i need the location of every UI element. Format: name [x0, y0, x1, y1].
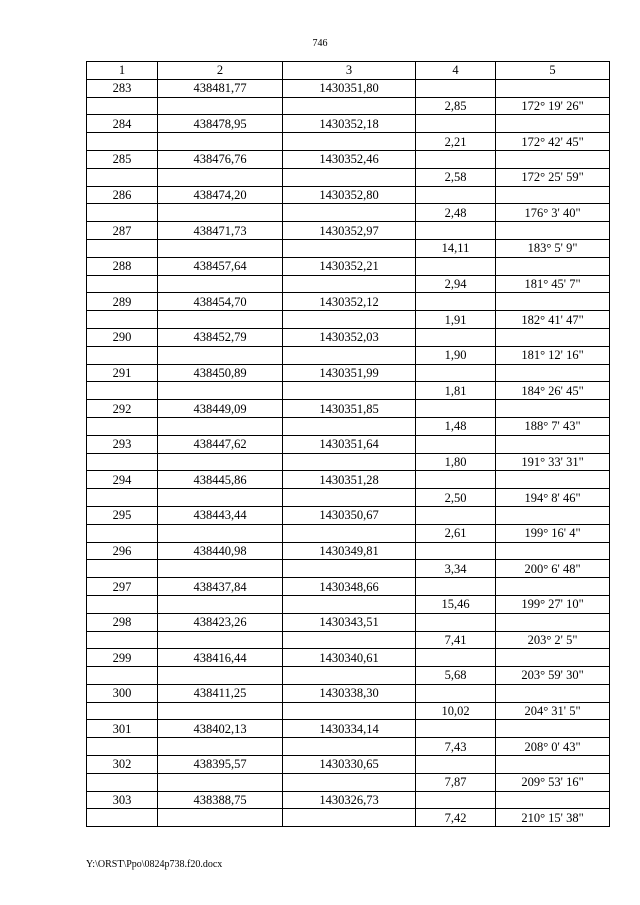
distance-cell — [416, 293, 496, 311]
x-coordinate-cell: 438457,64 — [158, 257, 283, 275]
y-coordinate-cell: 1430326,73 — [283, 791, 416, 809]
distance-cell: 7,42 — [416, 809, 496, 827]
y-coordinate-cell: 1430351,85 — [283, 400, 416, 418]
x-coordinate-cell: 438423,26 — [158, 613, 283, 631]
table-row — [87, 311, 610, 329]
y-coordinate-cell: 1430330,65 — [283, 756, 416, 774]
table-row — [87, 720, 610, 738]
point-number-cell: 302 — [87, 756, 158, 774]
point-number-cell: 295 — [87, 506, 158, 524]
point-number-cell — [87, 453, 158, 471]
distance-cell — [416, 649, 496, 667]
x-coordinate-cell — [158, 702, 283, 720]
point-number-cell — [87, 133, 158, 151]
bearing-cell — [496, 293, 610, 311]
distance-cell: 2,21 — [416, 133, 496, 151]
x-coordinate-cell: 438476,76 — [158, 150, 283, 168]
y-coordinate-cell — [283, 524, 416, 542]
y-coordinate-cell: 1430350,67 — [283, 506, 416, 524]
table-row — [87, 115, 610, 133]
point-number-cell — [87, 168, 158, 186]
column-header-3: 3 — [283, 62, 416, 80]
y-coordinate-cell: 1430351,28 — [283, 471, 416, 489]
y-coordinate-cell — [283, 809, 416, 827]
distance-cell: 7,43 — [416, 738, 496, 756]
x-coordinate-cell: 438478,95 — [158, 115, 283, 133]
table-row — [87, 542, 610, 560]
y-coordinate-cell: 1430352,03 — [283, 328, 416, 346]
y-coordinate-cell — [283, 738, 416, 756]
bearing-cell — [496, 364, 610, 382]
table-row — [87, 791, 610, 809]
x-coordinate-cell: 438450,89 — [158, 364, 283, 382]
distance-cell: 2,48 — [416, 204, 496, 222]
y-coordinate-cell — [283, 346, 416, 364]
table-row — [87, 133, 610, 151]
column-header-5: 5 — [496, 62, 610, 80]
point-number-cell: 299 — [87, 649, 158, 667]
distance-cell: 10,02 — [416, 702, 496, 720]
x-coordinate-cell — [158, 738, 283, 756]
y-coordinate-cell — [283, 239, 416, 257]
bearing-cell: 172° 19' 26" — [496, 97, 610, 115]
table-row — [87, 684, 610, 702]
point-number-cell: 292 — [87, 400, 158, 418]
bearing-cell — [496, 150, 610, 168]
y-coordinate-cell: 1430348,66 — [283, 578, 416, 596]
x-coordinate-cell: 438437,84 — [158, 578, 283, 596]
table-row — [87, 364, 610, 382]
y-coordinate-cell — [283, 97, 416, 115]
distance-cell: 15,46 — [416, 595, 496, 613]
point-number-cell: 289 — [87, 293, 158, 311]
y-coordinate-cell: 1430352,18 — [283, 115, 416, 133]
x-coordinate-cell — [158, 346, 283, 364]
y-coordinate-cell — [283, 773, 416, 791]
x-coordinate-cell — [158, 809, 283, 827]
x-coordinate-cell — [158, 311, 283, 329]
bearing-cell: 191° 33' 31" — [496, 453, 610, 471]
table-row — [87, 809, 610, 827]
distance-cell — [416, 506, 496, 524]
y-coordinate-cell: 1430351,99 — [283, 364, 416, 382]
bearing-cell — [496, 115, 610, 133]
point-number-cell: 283 — [87, 79, 158, 97]
distance-cell: 7,87 — [416, 773, 496, 791]
point-number-cell — [87, 417, 158, 435]
x-coordinate-cell — [158, 773, 283, 791]
bearing-cell — [496, 222, 610, 240]
distance-cell: 2,94 — [416, 275, 496, 293]
distance-cell — [416, 400, 496, 418]
bearing-cell: 210° 15' 38" — [496, 809, 610, 827]
x-coordinate-cell — [158, 239, 283, 257]
table-row — [87, 382, 610, 400]
table-row — [87, 346, 610, 364]
bearing-cell — [496, 186, 610, 204]
x-coordinate-cell — [158, 560, 283, 578]
point-number-cell: 303 — [87, 791, 158, 809]
y-coordinate-cell: 1430340,61 — [283, 649, 416, 667]
x-coordinate-cell: 438395,57 — [158, 756, 283, 774]
table-row — [87, 702, 610, 720]
distance-cell — [416, 79, 496, 97]
bearing-cell — [496, 649, 610, 667]
point-number-cell: 286 — [87, 186, 158, 204]
distance-cell: 1,81 — [416, 382, 496, 400]
table-row — [87, 328, 610, 346]
file-path-footer: Y:\ORST\Ppo\0824p738.f20.docx — [86, 859, 223, 870]
distance-cell — [416, 328, 496, 346]
point-number-cell — [87, 738, 158, 756]
bearing-cell: 199° 27' 10" — [496, 595, 610, 613]
x-coordinate-cell: 438474,20 — [158, 186, 283, 204]
table-row — [87, 204, 610, 222]
table-row — [87, 453, 610, 471]
bearing-cell: 209° 53' 16" — [496, 773, 610, 791]
y-coordinate-cell: 1430351,64 — [283, 435, 416, 453]
bearing-cell: 203° 59' 30" — [496, 667, 610, 685]
x-coordinate-cell — [158, 275, 283, 293]
y-coordinate-cell: 1430352,21 — [283, 257, 416, 275]
x-coordinate-cell — [158, 524, 283, 542]
y-coordinate-cell — [283, 311, 416, 329]
x-coordinate-cell: 438411,25 — [158, 684, 283, 702]
y-coordinate-cell: 1430338,30 — [283, 684, 416, 702]
point-number-cell — [87, 275, 158, 293]
point-number-cell: 296 — [87, 542, 158, 560]
page-number: 746 — [312, 38, 328, 49]
x-coordinate-cell — [158, 489, 283, 507]
point-number-cell — [87, 595, 158, 613]
y-coordinate-cell — [283, 595, 416, 613]
x-coordinate-cell — [158, 417, 283, 435]
x-coordinate-cell — [158, 97, 283, 115]
distance-cell — [416, 791, 496, 809]
point-number-cell: 287 — [87, 222, 158, 240]
distance-cell: 1,80 — [416, 453, 496, 471]
bearing-cell — [496, 257, 610, 275]
bearing-cell: 200° 6' 48" — [496, 560, 610, 578]
y-coordinate-cell — [283, 275, 416, 293]
x-coordinate-cell: 438447,62 — [158, 435, 283, 453]
table-row — [87, 667, 610, 685]
bearing-cell: 203° 2' 5" — [496, 631, 610, 649]
point-number-cell — [87, 773, 158, 791]
table-row — [87, 595, 610, 613]
x-coordinate-cell — [158, 453, 283, 471]
y-coordinate-cell — [283, 560, 416, 578]
x-coordinate-cell: 438443,44 — [158, 506, 283, 524]
y-coordinate-cell: 1430352,12 — [283, 293, 416, 311]
distance-cell — [416, 613, 496, 631]
point-number-cell — [87, 809, 158, 827]
x-coordinate-cell: 438402,13 — [158, 720, 283, 738]
point-number-cell — [87, 382, 158, 400]
point-number-cell: 294 — [87, 471, 158, 489]
distance-cell: 14,11 — [416, 239, 496, 257]
table-row — [87, 239, 610, 257]
table-row — [87, 257, 610, 275]
point-number-cell — [87, 702, 158, 720]
table-row — [87, 613, 610, 631]
bearing-cell — [496, 506, 610, 524]
distance-cell — [416, 115, 496, 133]
point-number-cell: 284 — [87, 115, 158, 133]
point-number-cell: 300 — [87, 684, 158, 702]
bearing-cell — [496, 79, 610, 97]
y-coordinate-cell — [283, 168, 416, 186]
table-row — [87, 756, 610, 774]
table-row — [87, 275, 610, 293]
bearing-cell — [496, 435, 610, 453]
distance-cell: 1,90 — [416, 346, 496, 364]
y-coordinate-cell — [283, 631, 416, 649]
point-number-cell: 301 — [87, 720, 158, 738]
distance-cell — [416, 257, 496, 275]
x-coordinate-cell: 438454,70 — [158, 293, 283, 311]
table-row — [87, 524, 610, 542]
table-row — [87, 738, 610, 756]
distance-cell: 2,58 — [416, 168, 496, 186]
point-number-cell — [87, 97, 158, 115]
y-coordinate-cell: 1430352,97 — [283, 222, 416, 240]
bearing-cell: 199° 16' 4" — [496, 524, 610, 542]
x-coordinate-cell — [158, 204, 283, 222]
point-number-cell — [87, 311, 158, 329]
bearing-cell: 176° 3' 40" — [496, 204, 610, 222]
point-number-cell: 298 — [87, 613, 158, 631]
distance-cell: 1,91 — [416, 311, 496, 329]
bearing-cell: 204° 31' 5" — [496, 702, 610, 720]
table-row — [87, 400, 610, 418]
distance-cell: 3,34 — [416, 560, 496, 578]
table-row — [87, 489, 610, 507]
x-coordinate-cell: 438471,73 — [158, 222, 283, 240]
table-row — [87, 435, 610, 453]
distance-cell — [416, 471, 496, 489]
point-number-cell — [87, 631, 158, 649]
column-header-1: 1 — [87, 62, 158, 80]
point-number-cell — [87, 204, 158, 222]
table-row — [87, 631, 610, 649]
bearing-cell: 184° 26' 45" — [496, 382, 610, 400]
x-coordinate-cell — [158, 382, 283, 400]
bearing-cell — [496, 613, 610, 631]
x-coordinate-cell: 438416,44 — [158, 649, 283, 667]
point-number-cell: 288 — [87, 257, 158, 275]
table-row — [87, 417, 610, 435]
distance-cell — [416, 150, 496, 168]
point-number-cell — [87, 239, 158, 257]
point-number-cell: 297 — [87, 578, 158, 596]
bearing-cell: 181° 12' 16" — [496, 346, 610, 364]
distance-cell: 1,48 — [416, 417, 496, 435]
point-number-cell — [87, 489, 158, 507]
bearing-cell: 172° 25' 59" — [496, 168, 610, 186]
y-coordinate-cell: 1430352,46 — [283, 150, 416, 168]
point-number-cell: 293 — [87, 435, 158, 453]
bearing-cell: 172° 42' 45" — [496, 133, 610, 151]
y-coordinate-cell — [283, 133, 416, 151]
x-coordinate-cell — [158, 595, 283, 613]
point-number-cell — [87, 667, 158, 685]
bearing-cell — [496, 400, 610, 418]
y-coordinate-cell — [283, 453, 416, 471]
distance-cell — [416, 756, 496, 774]
bearing-cell: 188° 7' 43" — [496, 417, 610, 435]
distance-cell — [416, 720, 496, 738]
bearing-cell — [496, 542, 610, 560]
distance-cell — [416, 435, 496, 453]
point-number-cell — [87, 524, 158, 542]
x-coordinate-cell: 438440,98 — [158, 542, 283, 560]
table-row — [87, 79, 610, 97]
y-coordinate-cell — [283, 382, 416, 400]
y-coordinate-cell — [283, 417, 416, 435]
y-coordinate-cell: 1430343,51 — [283, 613, 416, 631]
y-coordinate-cell: 1430351,80 — [283, 79, 416, 97]
distance-cell — [416, 186, 496, 204]
table-row — [87, 649, 610, 667]
y-coordinate-cell — [283, 702, 416, 720]
distance-cell — [416, 684, 496, 702]
bearing-cell: 208° 0' 43" — [496, 738, 610, 756]
distance-cell: 2,61 — [416, 524, 496, 542]
y-coordinate-cell — [283, 489, 416, 507]
y-coordinate-cell: 1430334,14 — [283, 720, 416, 738]
point-number-cell: 290 — [87, 328, 158, 346]
table-row — [87, 506, 610, 524]
table-body — [87, 79, 610, 826]
x-coordinate-cell — [158, 168, 283, 186]
x-coordinate-cell: 438449,09 — [158, 400, 283, 418]
distance-cell — [416, 578, 496, 596]
x-coordinate-cell — [158, 667, 283, 685]
bearing-cell — [496, 684, 610, 702]
bearing-cell — [496, 471, 610, 489]
y-coordinate-cell: 1430352,80 — [283, 186, 416, 204]
x-coordinate-cell: 438452,79 — [158, 328, 283, 346]
distance-cell: 2,50 — [416, 489, 496, 507]
table-row — [87, 471, 610, 489]
header-row — [87, 62, 610, 80]
table-header — [87, 62, 610, 80]
bearing-cell: 182° 41' 47" — [496, 311, 610, 329]
bearing-cell: 181° 45' 7" — [496, 275, 610, 293]
table-row — [87, 97, 610, 115]
bearing-cell — [496, 328, 610, 346]
column-header-4: 4 — [416, 62, 496, 80]
bearing-cell: 194° 8' 46" — [496, 489, 610, 507]
table-row — [87, 222, 610, 240]
point-number-cell — [87, 560, 158, 578]
bearing-cell — [496, 756, 610, 774]
table-row — [87, 560, 610, 578]
column-header-2: 2 — [158, 62, 283, 80]
distance-cell — [416, 222, 496, 240]
point-number-cell: 291 — [87, 364, 158, 382]
distance-cell: 2,85 — [416, 97, 496, 115]
table-row — [87, 773, 610, 791]
y-coordinate-cell: 1430349,81 — [283, 542, 416, 560]
table-row — [87, 168, 610, 186]
distance-cell — [416, 364, 496, 382]
x-coordinate-cell: 438481,77 — [158, 79, 283, 97]
table-row — [87, 186, 610, 204]
bearing-cell — [496, 578, 610, 596]
coordinates-table — [86, 61, 610, 827]
y-coordinate-cell — [283, 667, 416, 685]
distance-cell: 5,68 — [416, 667, 496, 685]
x-coordinate-cell: 438388,75 — [158, 791, 283, 809]
bearing-cell — [496, 720, 610, 738]
table-row — [87, 150, 610, 168]
x-coordinate-cell — [158, 133, 283, 151]
distance-cell: 7,41 — [416, 631, 496, 649]
x-coordinate-cell — [158, 631, 283, 649]
point-number-cell: 285 — [87, 150, 158, 168]
bearing-cell — [496, 791, 610, 809]
bearing-cell: 183° 5' 9" — [496, 239, 610, 257]
table-row — [87, 293, 610, 311]
x-coordinate-cell: 438445,86 — [158, 471, 283, 489]
point-number-cell — [87, 346, 158, 364]
table-row — [87, 578, 610, 596]
y-coordinate-cell — [283, 204, 416, 222]
distance-cell — [416, 542, 496, 560]
